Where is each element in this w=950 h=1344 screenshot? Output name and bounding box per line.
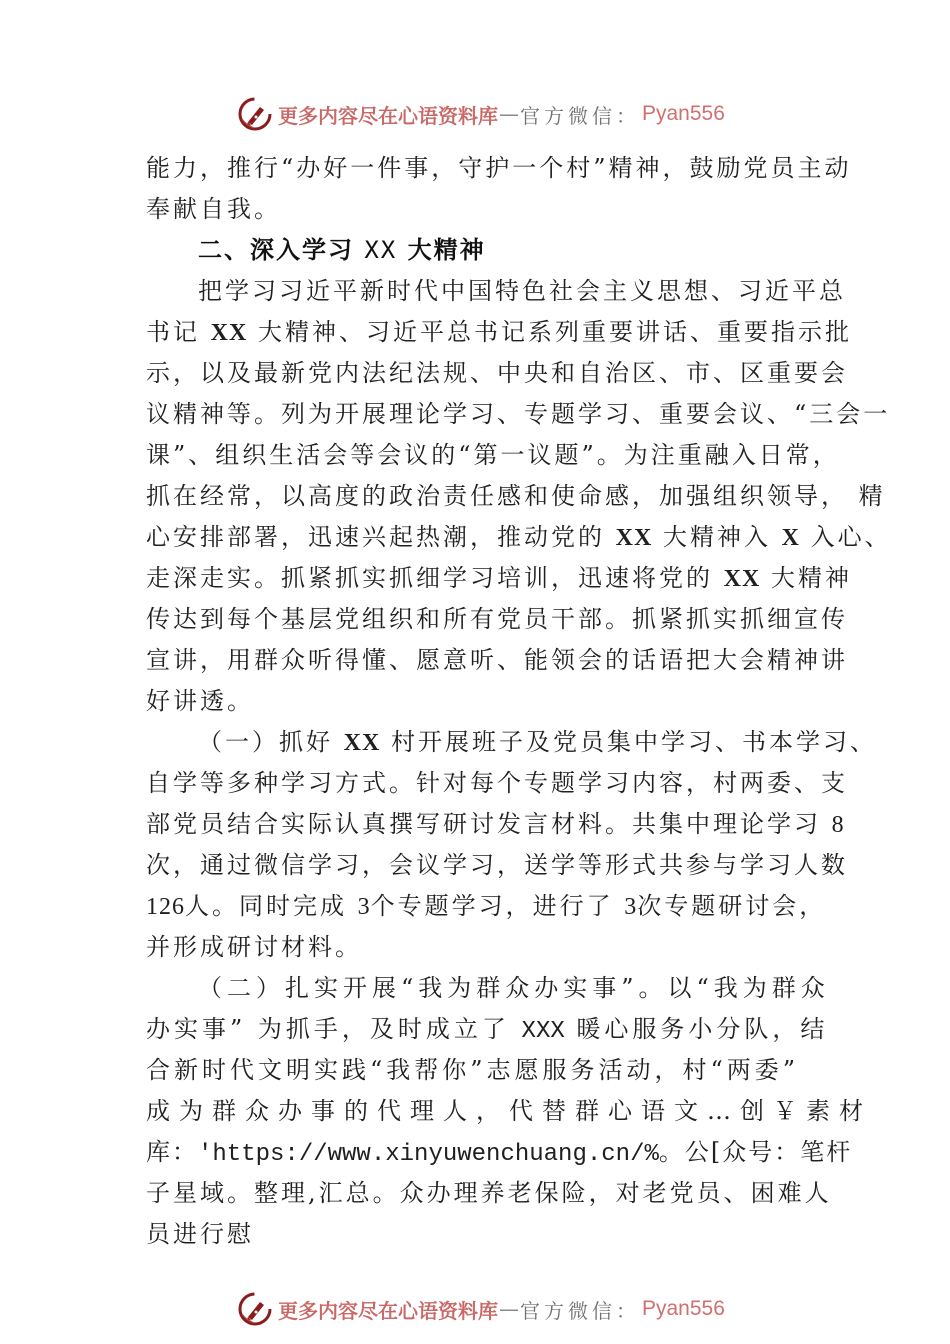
text-span: 书记 (146, 318, 200, 346)
text-span: 办实事” 为抓手，及时成立了 (146, 1015, 510, 1043)
code-span: XX (210, 320, 248, 346)
text-line: 能力，推行“办好一件事，守护一个村”精神，鼓励党员主动 (146, 154, 852, 182)
paragraph-line (146, 804, 845, 844)
text-span: 库： (146, 1138, 198, 1166)
text-line: 奉献自我。 (146, 195, 281, 223)
text-span: 大精神、习近平总书记系列重要讲话、重要指示批 (257, 318, 852, 346)
text-span: 个专题学习，进行了 (370, 892, 614, 920)
banner-dash: — (499, 1297, 519, 1321)
number-span: 126 (146, 894, 185, 920)
paragraph-line (146, 312, 852, 352)
heading-prefix: 二、深入学习 (198, 236, 354, 264)
heading-code: XX (364, 236, 398, 264)
paragraph-line (146, 558, 852, 598)
code-span: XX (615, 525, 653, 551)
paragraph-line (146, 886, 826, 926)
paragraph-line: 议精神等。列为开展理论学习、专题学习、重要会议、“三会一 (146, 400, 891, 428)
paragraph-line: 示，以及最新党内法纪法规、中央和自治区、市、区重要会 (146, 359, 848, 387)
url-text: 'https://www.xinyuwenchuang.cn/% (198, 1141, 659, 1168)
text-span: 人。同时完成 (185, 892, 347, 920)
text-span: 村开展班子及党员集中学习、书本学习、 (390, 728, 877, 756)
paragraph-line (146, 722, 877, 762)
text-span: 大精神入 (662, 523, 771, 551)
paragraph-line: （二）扎实开展“我为群众办实事”。以“我为群众 (198, 974, 830, 1002)
code-span: X (781, 525, 800, 551)
paragraph-line: 员进行慰 (146, 1220, 254, 1248)
top-promo-banner (236, 92, 725, 136)
banner-dash: — (499, 102, 519, 126)
text-span: 。公[众号：笔杆 (658, 1138, 853, 1166)
paragraph-line: 好讲透。 (146, 687, 254, 715)
number-span: 3 (624, 894, 638, 920)
code-span: XX (343, 730, 381, 756)
paragraph-line (146, 1009, 828, 1049)
paragraph-line: 子星域。整理,汇总。众办理养老保险，对老党员、困难人 (146, 1179, 832, 1207)
paragraph-line (146, 517, 892, 557)
promo-text: 更多内容尽在心语资料库 (278, 1298, 498, 1323)
promo-text: 更多内容尽在心语资料库 (278, 103, 498, 128)
paragraph-line: 合新时代文明实践“我帮你”志愿服务活动，村“两委” (146, 1056, 800, 1084)
number-span: 8 (831, 812, 845, 838)
paragraph-line: 自学等多种学习方式。针对每个专题学习内容，村两委、支 (146, 769, 848, 797)
wechat-id: Pyan556 (642, 1297, 725, 1320)
text-span: 心安排部署，迅速兴起热潮，推动党的 (146, 523, 605, 551)
text-span: 大精神 (770, 564, 852, 592)
paragraph-line: 把学习习近平新时代中国特色社会主义思想、习近平总 (198, 277, 846, 305)
bottom-promo-banner (236, 1287, 725, 1331)
paragraph-line: 次，通过微信学习，会议学习，送学等形式共参与学习人数 (146, 851, 848, 879)
wechat-id: Pyan556 (642, 102, 725, 125)
section-heading (146, 230, 486, 270)
official-wechat-label: 官方微信： (520, 1298, 640, 1323)
paragraph-line (146, 1132, 852, 1172)
code-span: XX (723, 566, 761, 592)
number-span: 3 (357, 894, 371, 920)
text-span: 入心、 (810, 523, 892, 551)
text-span: 走深走实。抓紧抓实抓细学习培训，迅速将党的 (146, 564, 713, 592)
text-span: （一）抓好 (198, 728, 333, 756)
paragraph-line: 传达到每个基层党组织和所有党员干部。抓紧抓实抓细宣传 (146, 605, 848, 633)
paragraph-line: 成为群众办事的代理人，代替群心语文…创￥素材 (146, 1097, 872, 1125)
paragraph-line: 抓在经常，以高度的政治责任感和使命感，加强组织领导， 精 (146, 482, 886, 510)
code-span: XXX (521, 1018, 565, 1045)
heading-suffix: 大精神 (407, 236, 486, 264)
text-span: 次专题研讨会， (637, 892, 827, 920)
text-span: 暖心服务小分队，结 (576, 1015, 829, 1043)
paragraph-line: 并形成研讨材料。 (146, 933, 362, 961)
pen-nib-logo-icon (236, 1290, 274, 1328)
paragraph-line: 宣讲，用群众听得懂、愿意听、能领会的话语把大会精神讲 (146, 646, 848, 674)
official-wechat-label: 官方微信： (520, 103, 640, 128)
pen-nib-logo-icon (236, 95, 274, 133)
text-span: 部党员结合实际认真撰写研讨发言材料。共集中理论学习 (146, 810, 821, 838)
paragraph-line: 课”、组织生活会等会议的“第一议题”。为注重融入日常， (146, 441, 840, 469)
